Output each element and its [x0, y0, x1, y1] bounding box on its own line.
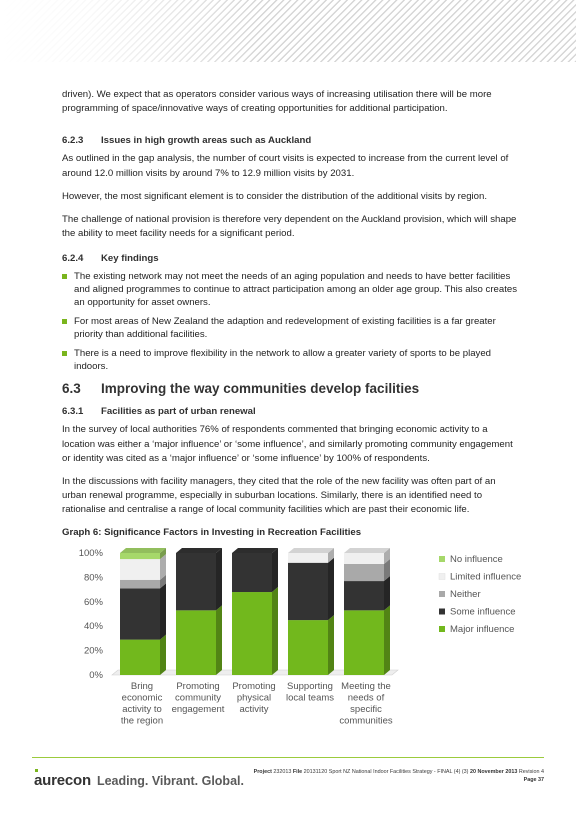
x-tick-label — [232, 681, 275, 715]
bar-segment-side — [384, 576, 390, 610]
bar-segment — [120, 583, 166, 639]
legend-label: Neither — [450, 589, 481, 600]
x-tick-label-line: specific — [350, 704, 382, 715]
x-tick-label-line: engagement — [171, 704, 225, 715]
x-tick-label-line: communities — [339, 715, 393, 727]
bar-segment-side — [160, 635, 166, 675]
x-tick-label-line: Meeting the — [341, 681, 391, 692]
footer-meta: Project 232013 File 20131120 Sport NZ National Indoor Facilities Strategy - FINAL (4) (3) 20 November 2013 Revision 4 Page 37 — [253, 769, 544, 783]
x-tick-label — [286, 681, 334, 704]
bar-segment-front — [176, 553, 216, 610]
x-tick-label-line: economic — [121, 692, 163, 704]
bar-segment-side — [328, 615, 334, 675]
y-tick-label: 60% — [83, 596, 103, 608]
y-tick-label: 0% — [89, 670, 103, 681]
header-hatch-fade — [0, 0, 260, 62]
x-tick-label-line: Bring — [130, 681, 154, 692]
bar-segment-front — [120, 553, 160, 559]
legend-swatch — [439, 574, 445, 580]
section-6-2-4-heading: 6.2.4 Key findings — [62, 253, 159, 265]
y-axis — [79, 548, 104, 681]
logo-dot-icon — [35, 769, 38, 772]
bar-top-cap — [344, 548, 390, 553]
bar-segment-side — [272, 587, 278, 675]
bar-segment — [344, 576, 390, 610]
x-tick-label-line: needs of — [347, 692, 385, 704]
intro-paragraph: driven). We expect that as operators consider various ways of increasing utilisation there will be more programming of space/innovative ways of creating opportunities for additional participation. — [62, 89, 492, 115]
bar-segment-front — [288, 553, 328, 563]
x-tick-label-line: activity — [239, 704, 269, 715]
bar-top-cap — [176, 548, 222, 553]
section-6-2-3-paragraph-1: As outlined in the gap analysis, the number of court visits is expected to increase from the current level of around 12.0 million visits by around 7% to 12.9 million visits by 2031. — [62, 153, 509, 179]
bar-segment-front — [288, 563, 328, 620]
legend — [439, 554, 521, 635]
section-6-3-1-heading: 6.3.1 Facilities as part of urban renewal — [62, 406, 256, 418]
bar-segment — [232, 548, 278, 592]
legend-label: Limited influence — [450, 571, 522, 583]
bar-segment — [176, 548, 222, 610]
bar-segment-side — [384, 605, 390, 675]
bar-top-cap — [288, 548, 334, 553]
bar-segment-front — [344, 610, 384, 675]
section-6-3-1-paragraph-1: In the survey of local authorities 76% of respondents commented that bringing economic activity to a location was either a ‘major influence’ or ‘some influence’, and similarly promoting community engagement or identity was cited as a ‘major influence’ or ‘some influence’ by 100% of respondents. — [62, 424, 513, 464]
bar-segment — [288, 615, 334, 675]
aurecon-logo — [34, 772, 244, 789]
x-axis-labels — [121, 681, 393, 727]
graph-title: Graph 6: Significance Factors in Investing in Recreation Facilities — [62, 526, 362, 538]
legend-swatch — [439, 556, 445, 562]
bar-segment-front — [120, 588, 160, 639]
section-6-2-3-paragraph-3: The challenge of national provision is therefore very dependent on the Auckland provision, which will shape the ability to meet facility needs for a significant period. — [62, 214, 517, 240]
x-tick-label — [339, 681, 393, 727]
bar-segment-front — [120, 559, 160, 580]
page-number: Page 37 — [523, 777, 544, 783]
x-tick-label-line: Supporting — [287, 681, 333, 692]
section-6-3-1-paragraph-2: In the discussions with facility managers, they cited that the role of the new facility was often part of an urban renewal programme, especially in suburban locations. Similarly, there is an identified need to rationalise and centralise a range of local community facilities which are past their economic life. — [62, 476, 496, 516]
x-tick-label-line: Promoting — [176, 681, 220, 692]
bar-segment — [288, 558, 334, 620]
footer-rule — [32, 757, 544, 758]
x-tick-label-line: the region — [120, 715, 164, 727]
bar-segment-front — [344, 553, 384, 564]
legend-label: Major influence — [450, 624, 515, 635]
x-tick-label-line: activity to — [122, 704, 162, 715]
bar-segment — [120, 635, 166, 675]
y-tick-label: 40% — [83, 621, 103, 633]
bar-segment-side — [328, 558, 334, 620]
logo-name: aurecon — [34, 772, 91, 789]
x-tick-label-line: community — [175, 692, 221, 704]
legend-swatch — [439, 609, 445, 615]
list-item: For most areas of New Zealand the adaption and redevelopment of existing facilities is a far greater priority than additional facilities. — [62, 315, 518, 341]
x-tick-label-line: Promoting — [232, 681, 276, 692]
chart-container — [62, 532, 532, 737]
page-body — [62, 88, 518, 538]
bar-segment-front — [344, 581, 384, 610]
bar-segment-front — [344, 564, 384, 581]
legend-swatch — [439, 626, 445, 632]
y-tick-label: 20% — [83, 645, 103, 657]
bar-segment-front — [120, 640, 160, 675]
bar-segment-front — [288, 620, 328, 675]
bar-segment-side — [216, 605, 222, 675]
section-6-2-3-paragraph-2: However, the most significant element is to consider the distribution of the additional visits by region. — [62, 190, 488, 202]
x-tick-label — [121, 681, 163, 727]
bar-segment-front — [232, 553, 272, 592]
x-tick-label-line: physical — [236, 692, 272, 704]
bar-segment — [344, 605, 390, 675]
bar-segment-front — [120, 580, 160, 589]
bar-top-cap — [232, 548, 278, 553]
y-tick-label: 80% — [83, 572, 103, 584]
x-tick-label-line: local teams — [285, 692, 335, 704]
key-findings-list — [62, 270, 518, 373]
list-item: The existing network may not meet the needs of an aging population and needs to have better facilities and aligned programmes to continue to attract participation among an older age group. This also creates an opportunity for asset owners. — [62, 270, 518, 309]
bar-top-cap — [120, 548, 166, 553]
bar-segment — [232, 587, 278, 675]
legend-swatch — [439, 591, 445, 597]
logo-tagline: Leading. Vibrant. Global. — [96, 774, 244, 788]
legend-label: No influence — [450, 554, 503, 565]
stacked-bar-chart — [62, 532, 532, 732]
bar-segment-side — [272, 548, 278, 592]
section-6-2-3-heading: 6.2.3 Issues in high growth areas such as Auckland — [62, 135, 312, 147]
chart-bars — [120, 548, 390, 675]
legend-label: Some influence — [450, 606, 516, 618]
bar-segment-front — [232, 592, 272, 675]
bar-segment-side — [160, 583, 166, 639]
section-6-3-heading: 6.3 Improving the way communities develop facilities — [62, 381, 420, 397]
y-tick-label: 100% — [78, 548, 103, 559]
list-item: There is a need to improve flexibility in the network to allow a greater variety of sports to be played indoors. — [62, 347, 518, 373]
bar-segment-side — [216, 548, 222, 610]
bar-segment — [176, 605, 222, 675]
x-tick-label — [172, 681, 225, 715]
bar-segment-front — [176, 610, 216, 675]
